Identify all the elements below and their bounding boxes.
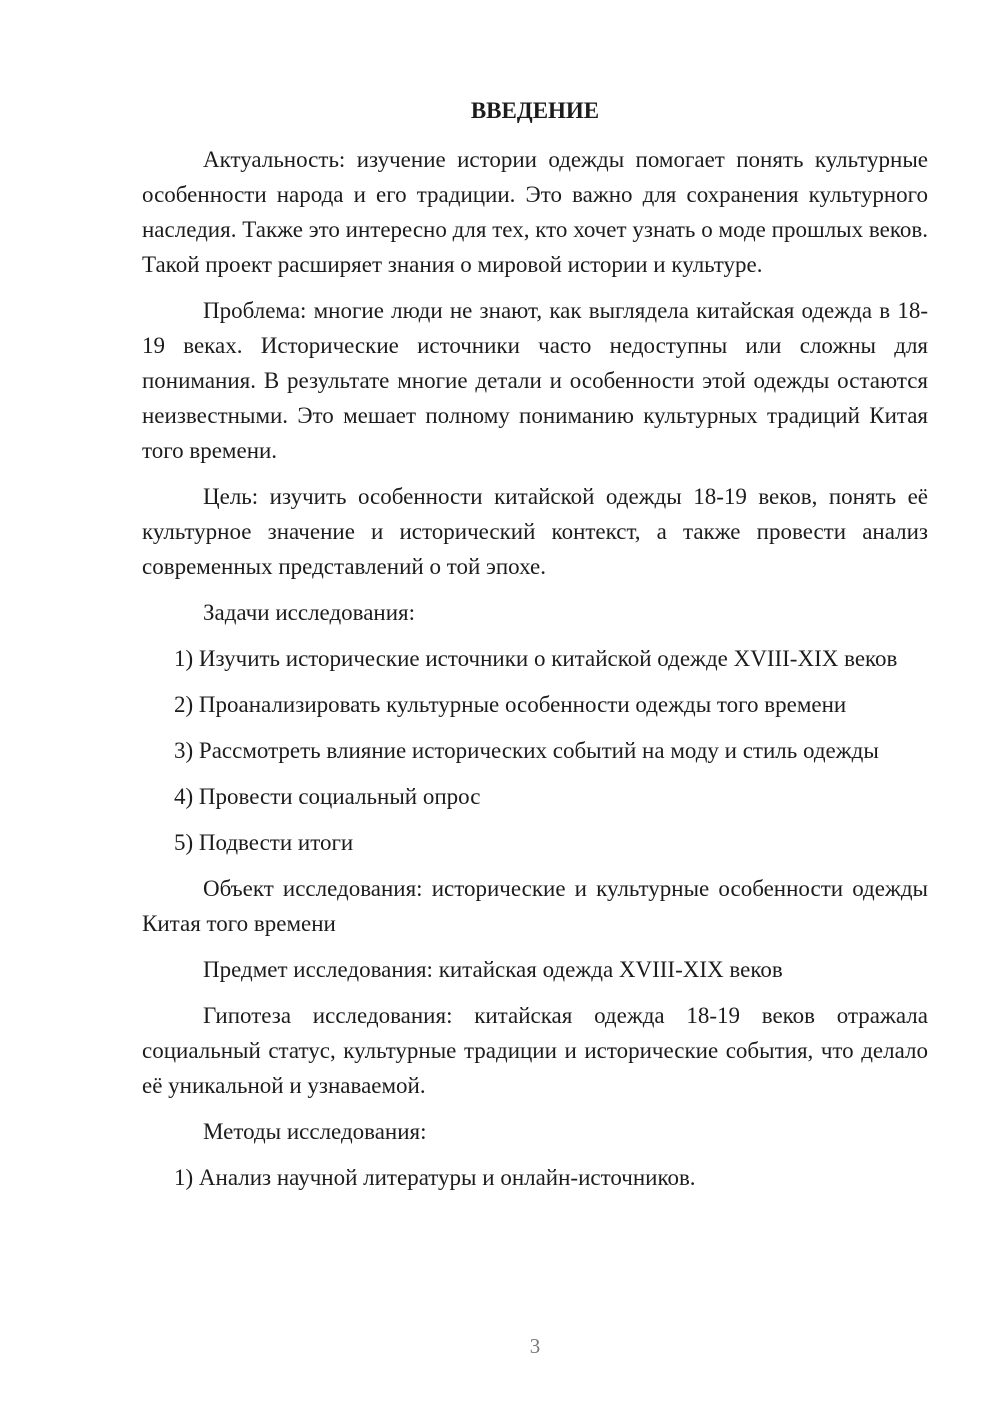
paragraph-hypothesis: Гипотеза исследования: китайская одежда 18-19 веков отражала социальный статус, культурные традиции и исторические события, что делало её уникальной и узнаваемой. — [142, 1003, 928, 1098]
task-item-2: 2) Проанализировать культурные особенности одежды того времени — [174, 692, 847, 717]
tasks-heading: Задачи исследования: — [203, 600, 416, 625]
paragraph-research-subject: Предмет исследования: китайская одежда XVIII-XIX веков — [203, 957, 783, 982]
task-item-3: 3) Рассмотреть влияние исторических событий на моду и стиль одежды — [174, 738, 879, 763]
method-item-1: 1) Анализ научной литературы и онлайн-источников. — [174, 1165, 696, 1190]
page-title: ВВЕДЕНИЕ — [470, 98, 600, 123]
paragraph-goal: Цель: изучить особенности китайской одежды 18-19 веков, понять её культурное значение и исторический контекст, а также провести анализ современных представлений о той эпохе. — [142, 484, 928, 579]
task-item-5: 5) Подвести итоги — [174, 830, 354, 855]
task-item-4: 4) Провести социальный опрос — [174, 784, 481, 809]
document-body — [142, 142, 928, 1206]
paragraph-problem: Проблема: многие люди не знают, как выглядела китайская одежда в 18-19 веках. Исторические источники часто недоступны или сложны для понимания. В результате многие детали и особенности этой одежды остаются неизвестными. Это мешает полному пониманию культурных традиций Китая того времени. — [142, 298, 928, 463]
paragraph-relevance: Актуальность: изучение истории одежды помогает понять культурные особенности народа и его традиции. Это важно для сохранения культурного наследия. Также это интересно для тех, кто хочет узнать о моде прошлых веков. Такой проект расширяет знания о мировой истории и культуре. — [142, 147, 928, 277]
task-item-1: 1) Изучить исторические источники о китайской одежде XVIII-XIX веков — [174, 646, 898, 671]
page-number: 3 — [529, 1334, 541, 1358]
paragraph-research-object: Объект исследования: исторические и культурные особенности одежды Китая того времени — [142, 876, 928, 936]
methods-heading: Методы исследования: — [203, 1119, 427, 1144]
